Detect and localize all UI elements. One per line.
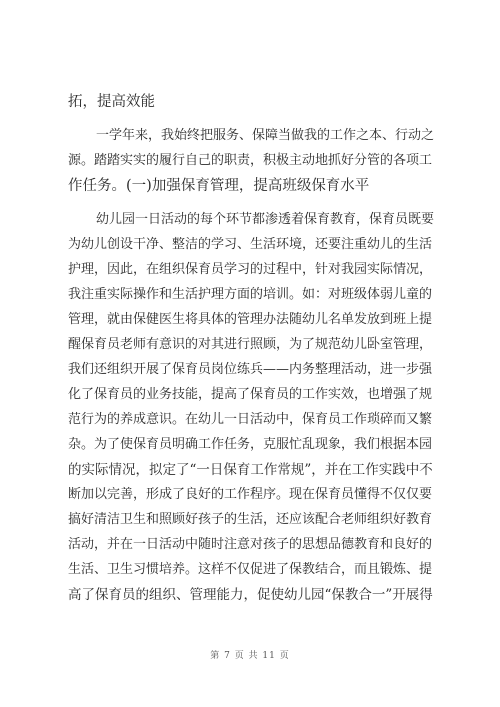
text-line: 活动，并在一日活动中随时注意对孩子的思想品德教育和良好的 <box>68 537 433 552</box>
text-line: 一学年来，我始终把服务、保障当做我的工作之本、行动之 <box>96 128 435 143</box>
text-line: 幼儿园一日活动的每个环节都渗透着保育教育，保育员既要 <box>96 212 435 227</box>
text-line: 护理，因此，在组织保育员学习的过程中，针对我园实际情况， <box>68 262 433 277</box>
text-line: 我们还组织开展了保育员岗位练兵——内务整理活动，进一步强 <box>68 362 433 377</box>
text-line: 作任务。(一)加强保育管理，提高班级保育水平 <box>68 178 370 194</box>
text-line: 为幼儿创设干净、整洁的学习、生活环境，还要注重幼儿的生活 <box>68 237 433 252</box>
text-line: 断加以完善，形成了良好的工作程序。现在保育员懂得不仅仅要 <box>68 487 433 502</box>
text-line: 醒保育员老师有意识的对其进行照顾，为了规范幼儿卧室管理， <box>68 337 433 352</box>
text-line: 杂。为了使保育员明确工作任务，克服忙乱现象，我们根据本园 <box>68 437 433 452</box>
text-line: 管理，就由保健医生将具体的管理办法随幼儿名单发放到班上提 <box>68 312 433 327</box>
text-line: 化了保育员的业务技能，提高了保育员的工作实效，也增强了规 <box>68 387 433 402</box>
text-line: 我注重实际操作和生活护理方面的培训。如：对班级体弱儿童的 <box>68 287 433 302</box>
page-number-footer: 第 7 页 共 11 页 <box>210 651 290 661</box>
text-line: 生活、卫生习惯培养。这样不仅促进了保教结合，而且锻炼、提 <box>68 562 433 577</box>
text-line: 高了保育员的组织、管理能力，促使幼儿园“保教合一”开展得 <box>68 587 433 603</box>
text-line: 源。踏踏实实的履行自己的职责，积极主动地抓好分管的各项工 <box>68 153 433 168</box>
text-line: 搞好清洁卫生和照顾好孩子的生活，还应该配合老师组织好教育 <box>68 512 433 527</box>
text-line: 的实际情况，拟定了“一日保育工作常规”，并在工作实践中不 <box>68 462 433 478</box>
text-line: 拓，提高效能 <box>68 94 155 110</box>
text-line: 范行为的养成意识。在幼儿一日活动中，保育员工作琐碎而又繁 <box>68 412 433 427</box>
